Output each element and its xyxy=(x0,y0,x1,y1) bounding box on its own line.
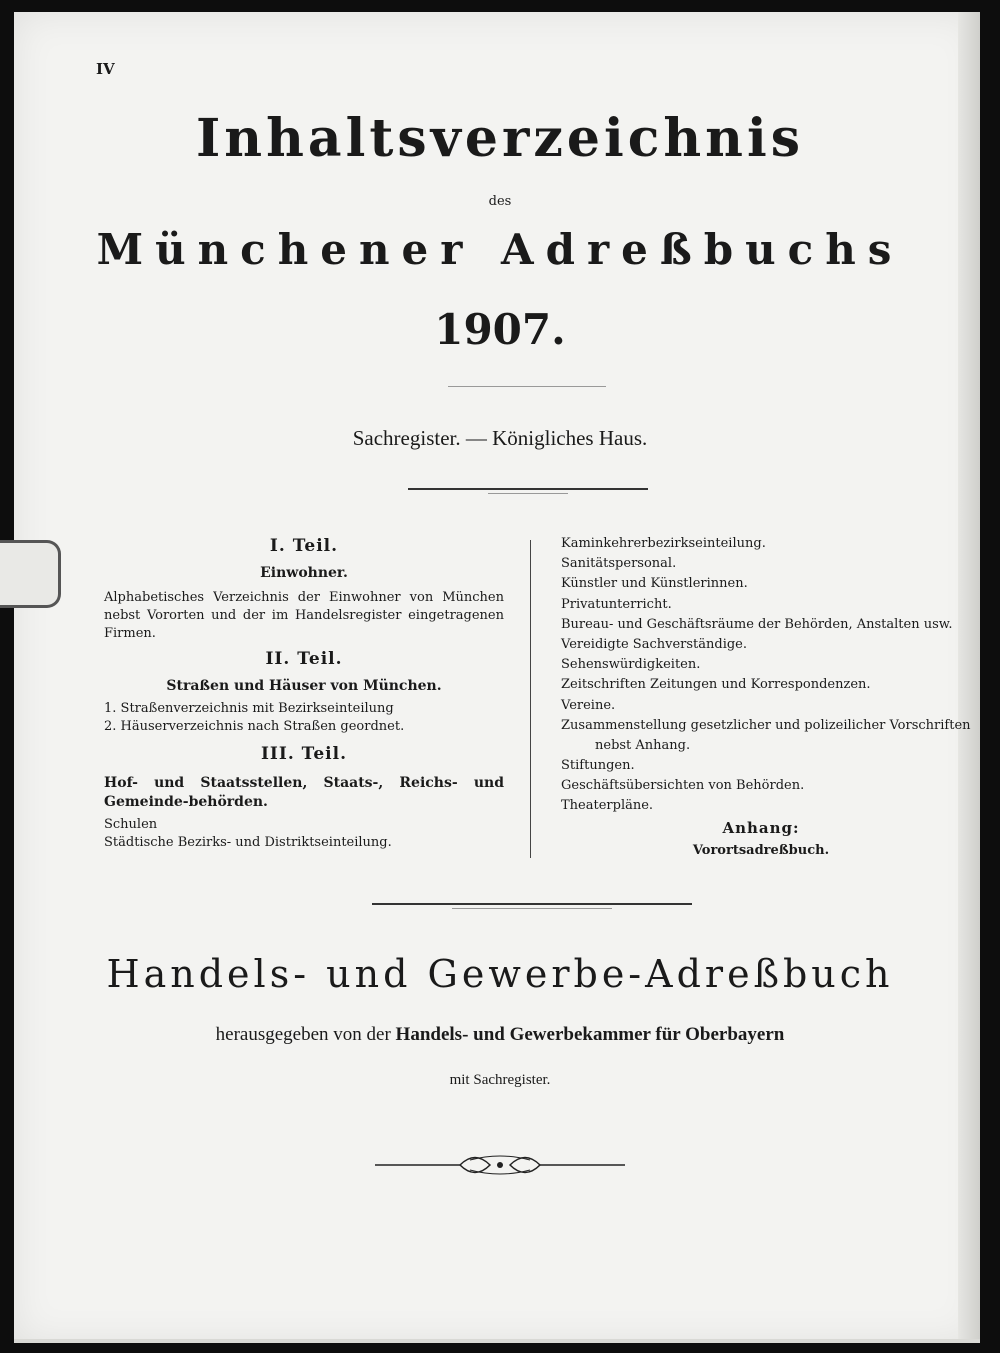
divider-double-top-inner xyxy=(488,493,568,494)
right-entry-continuation: nebst Anhang. xyxy=(595,738,691,754)
part2-entry-1: 1. Straßenverzeichnis mit Bezirkseinteilung xyxy=(104,701,394,716)
part2-entry-2: 2. Häuserverzeichnis nach Straßen geordnet. xyxy=(104,719,405,734)
title-des: des xyxy=(488,194,512,209)
divider-top xyxy=(448,386,606,387)
divider-double-middle xyxy=(372,903,692,905)
right-entry: Zeitschriften Zeitungen und Korrespondenzen. xyxy=(561,677,871,693)
right-entry: Zusammenstellung gesetzlicher und polizeilicher Vorschriften xyxy=(561,717,971,733)
page-bottom-edge xyxy=(14,1339,980,1343)
part1-subtitle: Einwohner. xyxy=(260,565,348,581)
binder-clip xyxy=(0,540,61,608)
right-entry: Kaminkehrerbezirkseinteilung. xyxy=(561,536,766,551)
handels-subtitle: mit Sachregister. xyxy=(449,1072,551,1088)
title-year: 1907. xyxy=(434,305,566,354)
page-number: IV xyxy=(96,60,115,78)
title-subtitle: Münchener Adreßbuchs xyxy=(96,225,904,274)
right-entry: Bureau- und Geschäftsräume der Behörden, Anstalten usw. xyxy=(561,616,953,632)
handels-publisher-line xyxy=(0,1024,1000,1046)
right-entry: Geschäftsübersichten von Behörden. xyxy=(561,778,805,794)
divider-double-top xyxy=(408,488,648,490)
part1-title: I. Teil. xyxy=(269,536,339,556)
right-entry: Künstler und Künstlerinnen. xyxy=(561,576,748,592)
right-entry: Sehenswürdigkeiten. xyxy=(561,657,701,673)
right-column xyxy=(561,534,971,858)
part3-title: III. Teil. xyxy=(260,744,348,764)
part3-entry-2: Städtische Bezirks- und Distriktseinteilung. xyxy=(104,835,392,850)
divider-double-middle-inner xyxy=(452,908,612,909)
title-main: Inhaltsverzeichnis xyxy=(195,108,805,169)
handels-publisher-name: Handels- und Gewerbekammer für Oberbayern xyxy=(395,1024,785,1045)
part2-title: II. Teil. xyxy=(265,649,343,669)
ornament-flourish-icon xyxy=(0,1150,1000,1180)
anhang-entry: Vorortsadreßbuch. xyxy=(692,842,830,858)
part3-bold-entry: Hof- und Staatsstellen, Staats-, Reichs- und Gemeinde-behörden. xyxy=(104,775,504,810)
right-entry: Sanitätspersonal. xyxy=(561,556,677,572)
handels-publisher-prefix: herausgegeben von der xyxy=(215,1024,391,1045)
anhang-title: Anhang: xyxy=(722,818,800,837)
right-entry: Privatunterricht. xyxy=(561,596,672,612)
left-column xyxy=(104,536,504,852)
subheading: Sachregister. — Königliches Haus. xyxy=(352,426,648,450)
ornament-divider xyxy=(0,1150,1000,1184)
column-separator xyxy=(530,540,531,858)
part3-entry-1: Schulen xyxy=(104,817,158,832)
right-entry: Vereidigte Sachverständige. xyxy=(561,637,748,653)
part1-entry: Alphabetisches Verzeichnis der Einwohner von München nebst Vororten und der im Handelsregister eingetragenen Firmen. xyxy=(104,590,504,641)
handels-title: Handels- und Gewerbe-Adreßbuch xyxy=(106,952,894,996)
right-entry: Theaterpläne. xyxy=(561,798,654,814)
right-entry: Vereine. xyxy=(561,697,616,713)
right-entry: Stiftungen. xyxy=(561,758,635,774)
part2-subtitle: Straßen und Häuser von München. xyxy=(166,678,442,694)
